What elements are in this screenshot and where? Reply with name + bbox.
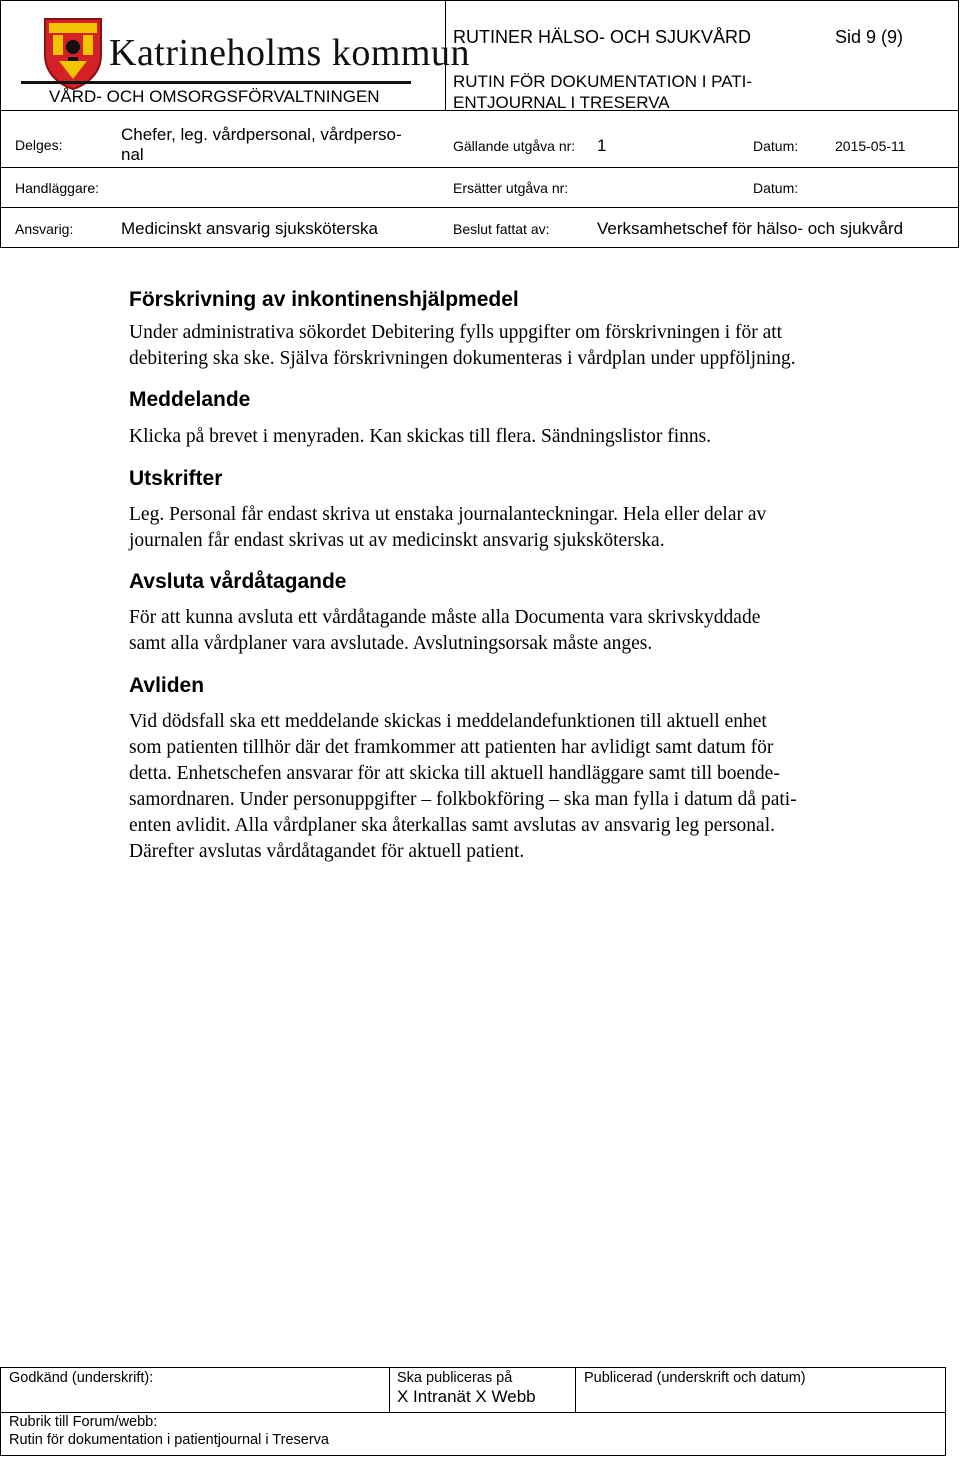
- divider: [1, 1412, 945, 1413]
- date-value: 2015-05-11: [835, 138, 906, 154]
- paragraph-line: För att kunna avsluta ett vårdåtagande måste alla Documenta vara skrivskyddade: [129, 607, 761, 628]
- paragraph-line: enten avlidit. Alla vårdplaner ska återkallas samt avslutas av ansvarig leg personal.: [129, 815, 775, 836]
- approved-label: Godkänd (underskrift):: [9, 1370, 154, 1386]
- routine-title: RUTINER HÄLSO- OCH SJUKVÅRD: [453, 27, 752, 47]
- delges-label: Delges:: [15, 137, 63, 153]
- edition-label: Gällande utgåva nr:: [453, 138, 576, 154]
- section-heading: Utskrifter: [129, 467, 223, 490]
- rubric-label: Rubrik till Forum/webb:: [9, 1414, 158, 1430]
- delges-value: [121, 125, 402, 165]
- divider: [575, 1368, 576, 1412]
- section: [129, 288, 889, 372]
- divider: [1, 167, 958, 168]
- coat-of-arms-logo: [41, 17, 105, 91]
- department-name: VÅRD- OCH OMSORGSFÖRVALTNINGEN: [49, 87, 380, 106]
- decided-by-label: Beslut fattat av:: [453, 221, 550, 237]
- paragraph-line: journalen får endast skrivas ut av medicinskt ansvarig sjuksköterska.: [129, 530, 665, 551]
- paragraph-line: samt alla vårdplaner vara avslutade. Avslutningsorsak måste anges.: [129, 633, 653, 654]
- section-heading: Avliden: [129, 674, 205, 697]
- paragraph-line: Därefter avslutas vårdåtagandet för aktuell patient.: [129, 841, 525, 862]
- document-title-line: RUTIN FÖR DOKUMENTATION I PATI-: [453, 72, 753, 91]
- paragraph-line: Vid dödsfall ska ett meddelande skickas i meddelandefunktionen till aktuell enhet: [129, 711, 767, 732]
- page-number: Sid 9 (9): [835, 27, 904, 47]
- section: [129, 570, 889, 657]
- rubric-value: Rutin för dokumentation i patientjournal i Treserva: [9, 1432, 329, 1448]
- paragraph-line: detta. Enhetschefen ansvarar för att skicka till aktuell handläggare samt till boende-: [129, 763, 780, 784]
- edition-value: 1: [597, 136, 607, 155]
- replaces-label: Ersätter utgåva nr:: [453, 180, 569, 196]
- publish-value: X Intranät X Webb: [397, 1387, 536, 1406]
- decided-by-value: Verksamhetschef för hälso- och sjukvård: [597, 219, 904, 238]
- paragraph-line: som patienten tillhör där det framkommer att patienten har avlidigt samt datum för: [129, 737, 774, 758]
- document-footer: [0, 1367, 946, 1456]
- document-body: [129, 288, 889, 865]
- paragraph-line: debitering ska ske. Själva förskrivningen dokumenteras i vårdplan under uppföljning.: [129, 348, 796, 369]
- organization-name: Katrineholms kommun: [109, 32, 470, 74]
- document-header: [0, 0, 959, 248]
- document-title-line: ENTJOURNAL I TRESERVA: [453, 93, 670, 112]
- divider: [389, 1368, 390, 1412]
- date2-label: Datum:: [753, 180, 799, 196]
- delges-line: nal: [121, 145, 144, 164]
- section: [129, 674, 889, 865]
- ansvarig-label: Ansvarig:: [15, 221, 74, 237]
- section-heading: Meddelande: [129, 388, 251, 411]
- publish-label: Ska publiceras på: [397, 1370, 513, 1386]
- delges-line: Chefer, leg. vårdpersonal, vårdperso-: [121, 125, 402, 144]
- section-heading: Avsluta vårdåtagande: [129, 570, 347, 593]
- divider: [1, 207, 958, 208]
- section: [129, 388, 889, 450]
- published-label: Publicerad (underskrift och datum): [584, 1370, 806, 1386]
- ansvarig-value: Medicinskt ansvarig sjuksköterska: [121, 219, 378, 238]
- handlaggare-label: Handläggare:: [15, 180, 100, 196]
- document-title: [453, 71, 813, 113]
- section-heading: Förskrivning av inkontinenshjälpmedel: [129, 288, 519, 311]
- paragraph-line: Klicka på brevet i menyraden. Kan skickas till flera. Sändningslistor finns.: [129, 426, 712, 447]
- logo-underline: [21, 81, 411, 84]
- paragraph-line: samordnaren. Under personuppgifter – folkbokföring – ska man fylla i datum då pati-: [129, 789, 797, 810]
- section: [129, 467, 889, 554]
- date-label: Datum:: [753, 138, 799, 154]
- paragraph-line: Leg. Personal får endast skriva ut enstaka journalanteckningar. Hela eller delar av: [129, 504, 767, 525]
- paragraph-line: Under administrativa sökordet Debitering fylls uppgifter om förskrivningen i för att: [129, 322, 783, 343]
